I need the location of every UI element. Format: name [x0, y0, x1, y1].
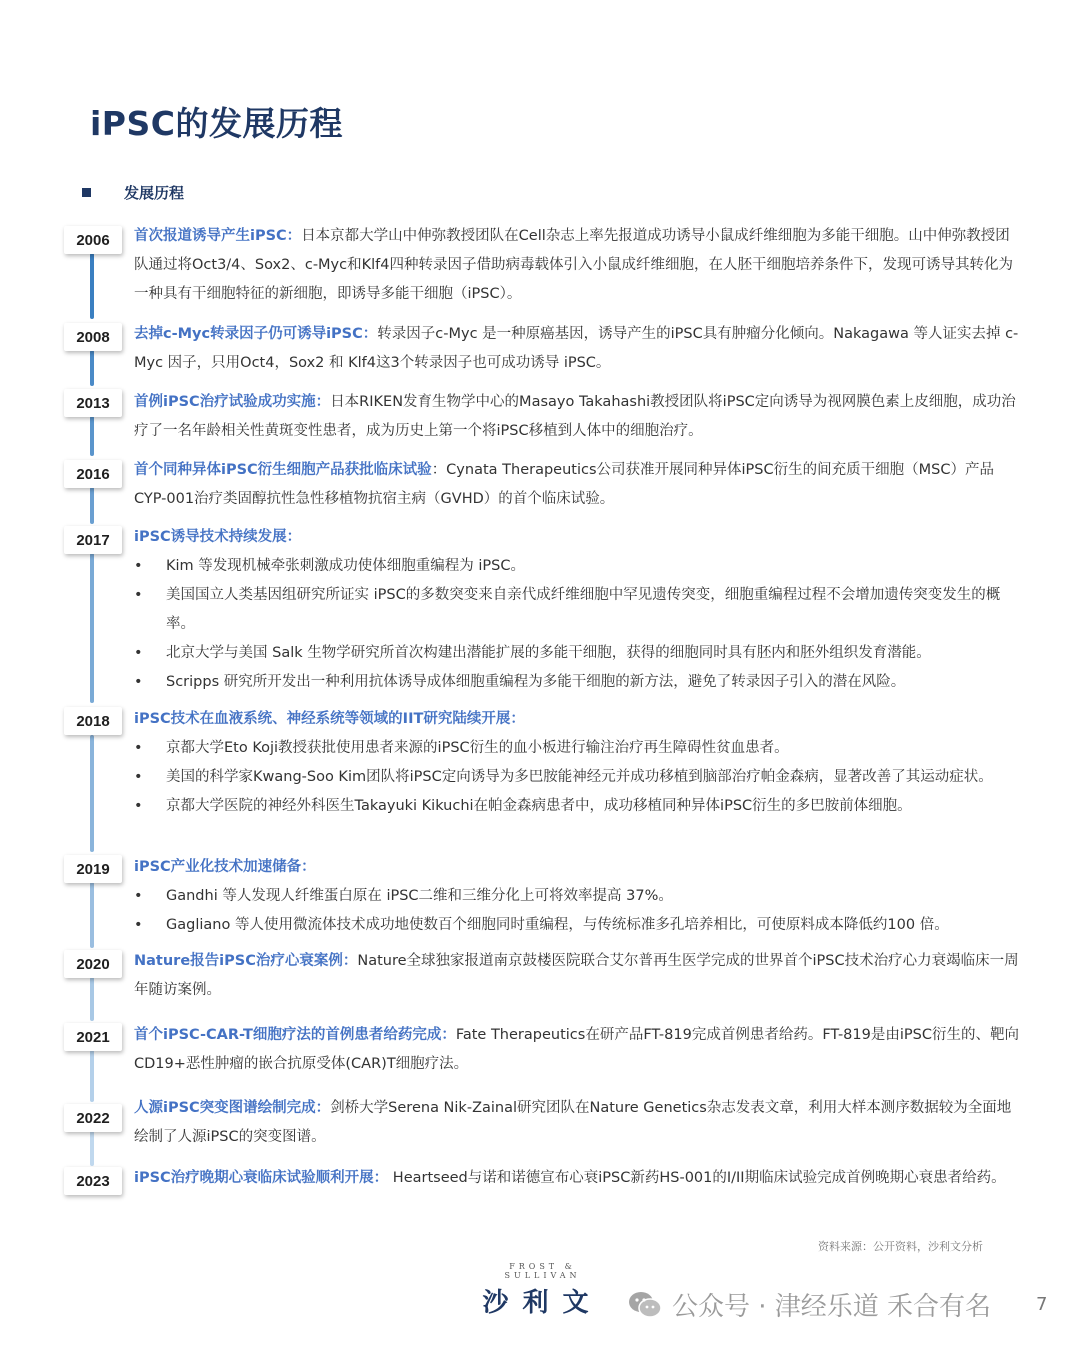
year-badge-2008: 2008 — [64, 323, 122, 351]
watermark-text: 公众号 · 津经乐道 禾合有名 — [672, 1292, 992, 1322]
entry-heading: iPSC治疗晚期心衰临床试验顺利开展： — [134, 1170, 389, 1186]
entry-heading: 首例iPSC治疗试验成功实施： — [134, 394, 331, 410]
timeline-entry-2022 — [134, 1094, 1020, 1152]
list-item: • Gandhi 等人发现人纤维蛋白原在 iPSC二维和三维分化上可将效率提高 37%。 — [134, 888, 673, 904]
year-badge-2019: 2019 — [64, 855, 122, 883]
timeline-entry-2023 — [134, 1164, 1020, 1193]
list-item: • 京都大学Eto Koji教授获批使用患者来源的iPSC衍生的血小板进行输注治疗再生障碍性贫血患者。 — [134, 740, 789, 756]
entry-heading: 首个同种异体iPSC衍生细胞产品获批临床试验 — [134, 462, 432, 478]
timeline-entry-2021 — [134, 1021, 1020, 1079]
year-badge-2021: 2021 — [64, 1023, 122, 1051]
timeline-entry-2018 — [134, 705, 1020, 821]
wechat-icon — [628, 1291, 662, 1319]
year-badge-2020: 2020 — [64, 950, 122, 978]
entry-heading: 去掉c-Myc转录因子仍可诱导iPSC： — [134, 326, 378, 342]
entry-text: Heartseed与诺和诺德宣布心衰iPSC新药HS-001的I/II期临床试验完成首例晚期心衰患者给药。 — [388, 1170, 1006, 1186]
list-item: • 美国的科学家Kwang-Soo Kim团队将iPSC定向诱导为多巴胺能神经元并成功移植到脑部治疗帕金森病，显著改善了其运动症状。 — [134, 769, 993, 785]
entry-heading: Nature报告iPSC治疗心衰案例： — [134, 953, 358, 969]
page-title: iPSC的发展历程 — [90, 104, 343, 143]
source-note: 资料来源：公开资料，沙利文分析 — [818, 1240, 983, 1253]
entry-text: 日本RIKEN发育生物学中心的Masayo Takahashi教授团队将iPSC定向诱导为视网膜色素上皮细胞，成功治疗了一名年龄相关性黄斑变性患者，成为历史上第一个将iPSC移植到人体中的细胞治疗。 — [134, 394, 1016, 439]
page-number: 7 — [1036, 1294, 1048, 1315]
timeline-entry-2006 — [134, 222, 1020, 309]
year-badge-2006: 2006 — [64, 226, 122, 254]
timeline-entry-2020 — [134, 947, 1020, 1005]
list-item: • 美国国立人类基因组研究所证实 iPSC的多数突变来自亲代成纤维细胞中罕见遗传突变，细胞重编程过程不会增加遗传突变发生的概率。 — [134, 587, 1001, 632]
list-item: • 京都大学医院的神经外科医生Takayuki Kikuchi在帕金森病患者中，成功移植同种异体iPSC衍生的多巴胺前体细胞。 — [134, 798, 912, 814]
section-header — [82, 182, 184, 203]
entry-heading: iPSC诱导技术持续发展： — [134, 529, 302, 545]
logo-english: FROST & SULLIVAN — [504, 1262, 581, 1280]
timeline-entry-2017 — [134, 523, 1020, 697]
entry-text: 转录因子c-Myc 是一种原癌基因，诱导产生的iPSC具有肿瘤分化倾向。Nakagawa 等人证实去掉 c-Myc 因子，只用Oct4，Sox2 和 Klf4这3个转录因子也可成功诱导 iPSC。 — [134, 326, 1019, 371]
year-badge-2022: 2022 — [64, 1104, 122, 1132]
watermark — [628, 1286, 991, 1323]
entry-text: 剑桥大学Serena Nik-Zainal研究团队在Nature Genetics杂志发表文章，利用大样本测序数据较为全面地绘制了人源iPSC的突变图谱。 — [134, 1100, 1012, 1145]
entry-text: ：Cynata Therapeutics公司获准开展同种异体iPSC衍生的间充质干细胞（MSC）产品 CYP-001治疗类固醇抗性急性移植物抗宿主病（GVHD）的首个临床试验。 — [134, 462, 994, 507]
entry-text: Fate Therapeutics在研产品FT-819完成首例患者给药。FT-819是由iPSC衍生的、靶向CD19+恶性肿瘤的嵌合抗原受体(CAR)T细胞疗法。 — [134, 1027, 1019, 1072]
year-badge-2013: 2013 — [64, 389, 122, 417]
timeline-entry-2008 — [134, 320, 1020, 378]
year-badge-2023: 2023 — [64, 1167, 122, 1195]
timeline-entry-2019 — [134, 853, 1020, 940]
list-item: • Gagliano 等人使用微流体技术成功地使数百个细胞同时重编程，与传统标准多孔培养相比，可使原料成本降低约100 倍。 — [134, 917, 949, 933]
square-bullet-icon — [82, 188, 91, 197]
frost-sullivan-logo — [470, 1262, 615, 1319]
entry-text: Nature全球独家报道南京鼓楼医院联合艾尔普再生医学完成的世界首个iPSC技术治疗心力衰竭临床一周年随访案例。 — [134, 953, 1019, 998]
year-badge-2017: 2017 — [64, 526, 122, 554]
entry-heading: 人源iPSC突变图谱绘制完成： — [134, 1100, 331, 1116]
entry-heading: 首次报道诱导产生iPSC： — [134, 228, 302, 244]
timeline-entry-2013 — [134, 388, 1020, 446]
logo-chinese: 沙利文 — [482, 1288, 603, 1318]
timeline-entry-2016 — [134, 456, 1020, 514]
entry-heading: iPSC产业化技术加速储备： — [134, 859, 316, 875]
entry-text: 日本京都大学山中伸弥教授团队在Cell杂志上率先报道成功诱导小鼠成纤维细胞为多能干细胞。山中伸弥教授团队通过将Oct3/4、Sox2、c-Myc和Klf4四种转录因子借助病毒载体引入小鼠成纤维细胞，在人胚干细胞培养条件下，发现可诱导其转化为一种具有干细胞特征的新细胞，即诱导多能干细胞（iPSC）。 — [134, 228, 1013, 302]
section-label: 发展历程 — [124, 184, 185, 202]
entry-heading: iPSC技术在血液系统、神经系统等领域的IIT研究陆续开展： — [134, 711, 525, 727]
list-item: • Kim 等发现机械牵张刺激成功使体细胞重编程为 iPSC。 — [134, 558, 525, 574]
year-badge-2016: 2016 — [64, 460, 122, 488]
list-item: • 北京大学与美国 Salk 生物学研究所首次构建出潜能扩展的多能干细胞，获得的细胞同时具有胚内和胚外组织发育潜能。 — [134, 645, 931, 661]
year-badge-2018: 2018 — [64, 707, 122, 735]
list-item: • Scripps 研究所开发出一种利用抗体诱导成体细胞重编程为多能干细胞的新方法，避免了转录因子引入的潜在风险。 — [134, 674, 906, 690]
entry-heading: 首个iPSC-CAR-T细胞疗法的首例患者给药完成： — [134, 1027, 456, 1043]
